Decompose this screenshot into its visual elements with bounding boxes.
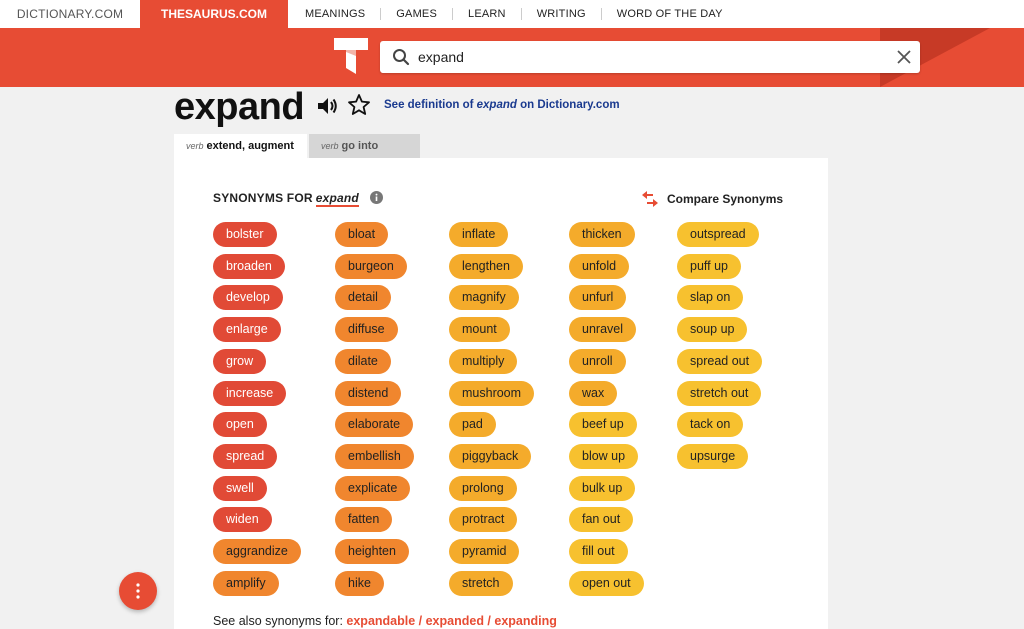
synonym-pill-tack-on[interactable]: tack on	[677, 412, 743, 437]
search-bar	[380, 41, 920, 73]
more-vertical-icon	[136, 583, 140, 599]
header-band	[0, 28, 1024, 87]
synonym-pill-pyramid[interactable]: pyramid	[449, 539, 519, 564]
synonym-pill-burgeon[interactable]: burgeon	[335, 254, 407, 279]
nav-link-games[interactable]: GAMES	[381, 8, 453, 20]
synonym-pill-bolster[interactable]: bolster	[213, 222, 277, 247]
synonym-pill-elaborate[interactable]: elaborate	[335, 412, 413, 437]
synonym-pill-widen[interactable]: widen	[213, 507, 272, 532]
tab-go-into-detail[interactable]: verb go into	[309, 134, 420, 158]
synonym-pill-distend[interactable]: distend	[335, 381, 401, 406]
star-icon[interactable]	[347, 93, 371, 117]
nav-links	[290, 0, 738, 28]
synonym-pill-unfold[interactable]: unfold	[569, 254, 629, 279]
synonym-pill-swell[interactable]: swell	[213, 476, 267, 501]
compare-arrows-icon[interactable]	[641, 191, 659, 207]
thesaurus-logo-icon[interactable]	[334, 38, 368, 74]
synonym-pill-heighten[interactable]: heighten	[335, 539, 409, 564]
synonym-pill-open-out[interactable]: open out	[569, 571, 644, 596]
search-icon[interactable]	[392, 48, 410, 66]
synonym-pill-develop[interactable]: develop	[213, 285, 283, 310]
synonyms-heading: SYNONYMS FOR expand	[213, 191, 359, 205]
synonym-pill-increase[interactable]: increase	[213, 381, 286, 406]
definition-link[interactable]: See definition of expand on Dictionary.com	[384, 99, 620, 111]
synonym-pill-spread-out[interactable]: spread out	[677, 349, 762, 374]
synonym-pill-lengthen[interactable]: lengthen	[449, 254, 523, 279]
see-also: See also synonyms for: expandable / expanded / expanding	[213, 614, 557, 628]
nav-link-learn[interactable]: LEARN	[453, 8, 522, 20]
synonym-pill-thicken[interactable]: thicken	[569, 222, 635, 247]
synonym-pill-amplify[interactable]: amplify	[213, 571, 279, 596]
synonym-pill-inflate[interactable]: inflate	[449, 222, 508, 247]
nav-link-writing[interactable]: WRITING	[522, 8, 602, 20]
synonym-pill-bloat[interactable]: bloat	[335, 222, 388, 247]
synonym-pill-fill-out[interactable]: fill out	[569, 539, 628, 564]
synonym-pill-blow-up[interactable]: blow up	[569, 444, 638, 469]
synonym-pill-bulk-up[interactable]: bulk up	[569, 476, 635, 501]
synonym-pill-beef-up[interactable]: beef up	[569, 412, 637, 437]
synonym-pill-spread[interactable]: spread	[213, 444, 277, 469]
synonym-pill-embellish[interactable]: embellish	[335, 444, 414, 469]
more-options-button[interactable]	[119, 572, 157, 610]
synonym-pill-multiply[interactable]: multiply	[449, 349, 517, 374]
synonym-pill-prolong[interactable]: prolong	[449, 476, 517, 501]
synonym-pill-fan-out[interactable]: fan out	[569, 507, 633, 532]
top-nav	[0, 0, 1024, 28]
nav-thesaurus-tab[interactable]: THESAURUS.COM	[140, 0, 288, 28]
synonym-pill-grow[interactable]: grow	[213, 349, 266, 374]
synonym-pill-mushroom[interactable]: mushroom	[449, 381, 534, 406]
headword: expand	[174, 86, 305, 128]
synonym-pill-puff-up[interactable]: puff up	[677, 254, 741, 279]
synonym-pill-unravel[interactable]: unravel	[569, 317, 636, 342]
speaker-icon[interactable]	[316, 95, 338, 117]
compare-synonyms-link[interactable]: Compare Synonyms	[667, 192, 784, 206]
clear-icon[interactable]	[896, 49, 912, 65]
synonym-pill-explicate[interactable]: explicate	[335, 476, 410, 501]
synonym-pill-protract[interactable]: protract	[449, 507, 517, 532]
synonym-pill-unfurl[interactable]: unfurl	[569, 285, 626, 310]
synonym-pill-piggyback[interactable]: piggyback	[449, 444, 531, 469]
see-also-links[interactable]: expandable / expanded / expanding	[346, 614, 557, 628]
synonym-pill-stretch[interactable]: stretch	[449, 571, 513, 596]
synonym-pill-broaden[interactable]: broaden	[213, 254, 285, 279]
synonym-pill-fatten[interactable]: fatten	[335, 507, 392, 532]
tab-extend-augment[interactable]: verb extend, augment	[174, 134, 307, 158]
nav-link-meanings[interactable]: MEANINGS	[290, 8, 381, 20]
synonym-pill-enlarge[interactable]: enlarge	[213, 317, 281, 342]
info-icon[interactable]	[370, 191, 383, 204]
synonym-pill-detail[interactable]: detail	[335, 285, 391, 310]
synonym-pill-soup-up[interactable]: soup up	[677, 317, 747, 342]
synonym-pill-slap-on[interactable]: slap on	[677, 285, 743, 310]
synonym-pill-upsurge[interactable]: upsurge	[677, 444, 748, 469]
synonym-pill-magnify[interactable]: magnify	[449, 285, 519, 310]
synonym-pill-outspread[interactable]: outspread	[677, 222, 759, 247]
nav-dictionary-tab[interactable]: DICTIONARY.COM	[16, 7, 124, 21]
synonym-pill-diffuse[interactable]: diffuse	[335, 317, 398, 342]
synonym-pill-pad[interactable]: pad	[449, 412, 496, 437]
synonym-pill-hike[interactable]: hike	[335, 571, 384, 596]
search-input[interactable]	[418, 45, 878, 69]
synonym-pill-stretch-out[interactable]: stretch out	[677, 381, 761, 406]
synonym-pill-mount[interactable]: mount	[449, 317, 510, 342]
synonym-pill-dilate[interactable]: dilate	[335, 349, 391, 374]
synonym-pill-open[interactable]: open	[213, 412, 267, 437]
synonym-pill-unroll[interactable]: unroll	[569, 349, 626, 374]
nav-link-word-of-the-day[interactable]: WORD OF THE DAY	[616, 8, 723, 20]
synonym-pill-aggrandize[interactable]: aggrandize	[213, 539, 301, 564]
synonyms-card	[174, 158, 828, 629]
synonym-pill-wax[interactable]: wax	[569, 381, 617, 406]
